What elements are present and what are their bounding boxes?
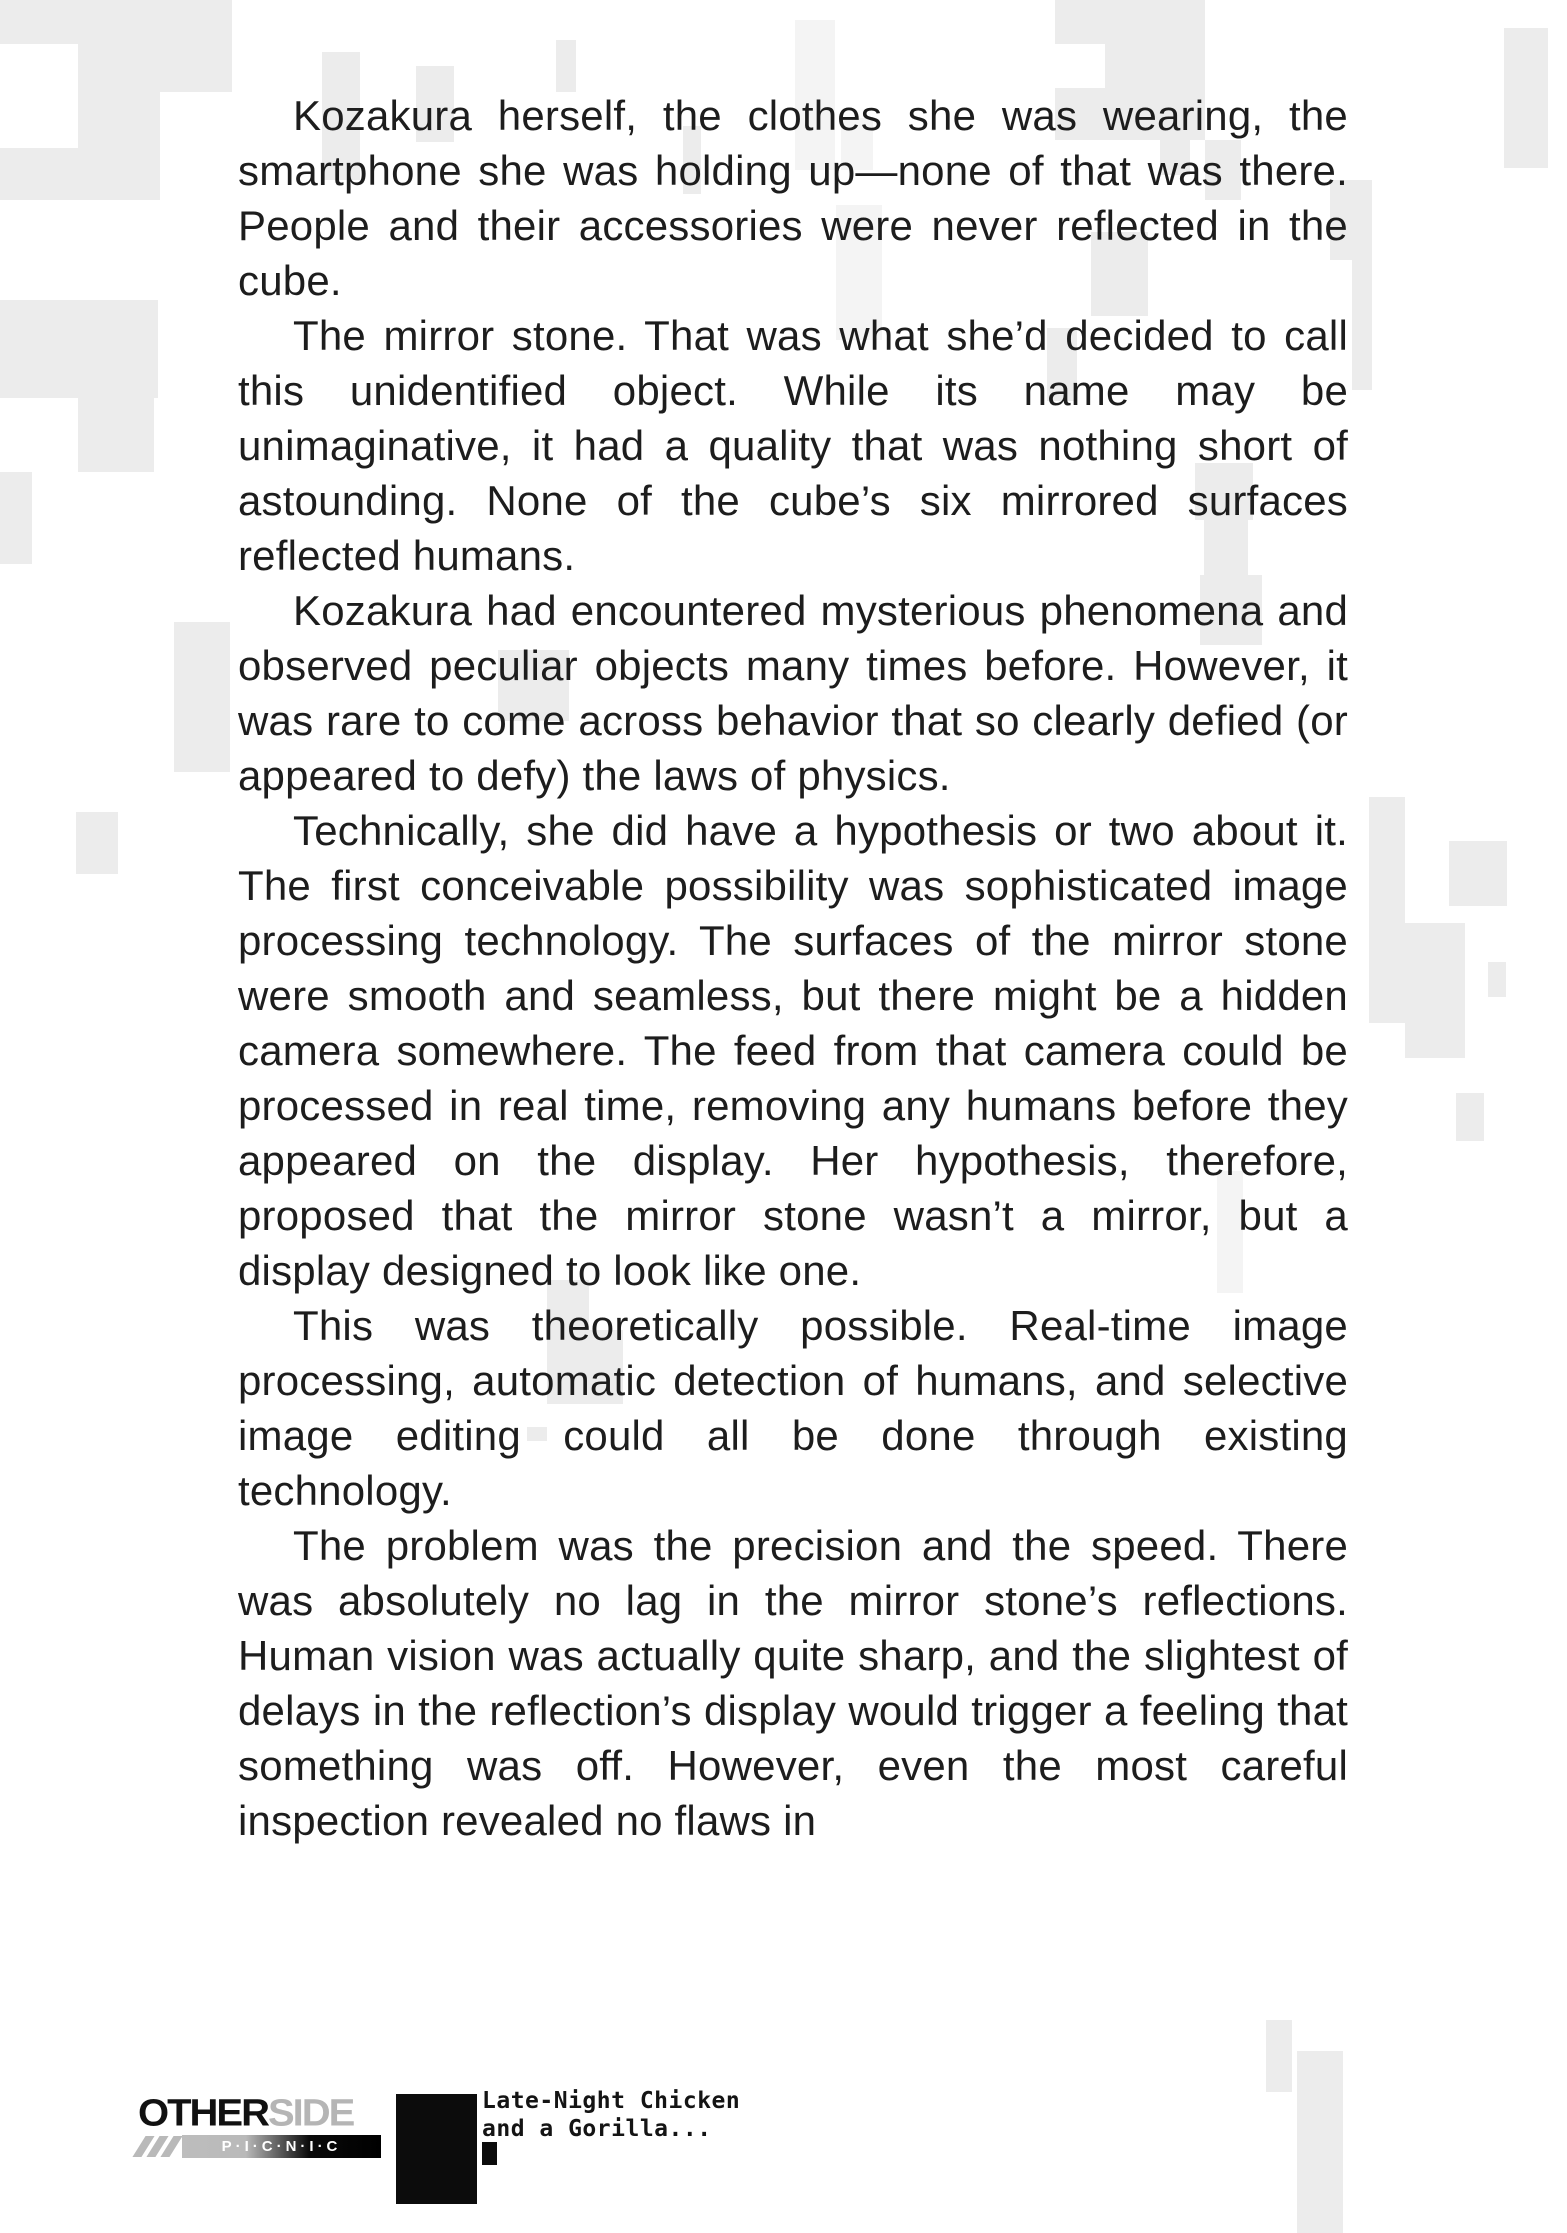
glitch-block	[1456, 1093, 1484, 1141]
glitch-block	[174, 622, 230, 772]
glitch-block	[0, 300, 158, 398]
glitch-block	[1488, 962, 1506, 997]
glitch-block	[556, 40, 576, 92]
glitch-block	[0, 0, 160, 44]
paragraph: Technically, she did have a hypothesis or two about it. The first conceivable possibility was sophisticated image processing technology. The surfaces of the mirror stone were smooth and seamless, but there might be a hidden camera somewhere. The feed from that camera could be processed in real time, removing any humans before they appeared on the display. Her hypothesis, therefore, proposed that the mirror stone wasn’t a mirror, but a display designed to look like one.	[238, 807, 1348, 1294]
glitch-block	[1055, 0, 1205, 44]
glitch-block	[160, 0, 232, 92]
paragraph: Kozakura herself, the clothes she was wearing, the smartphone she was holding up—none of that was there. People and their accessories were never reflected in the cube.	[238, 92, 1348, 304]
glitch-block	[1105, 44, 1205, 88]
glitch-block	[1297, 2051, 1343, 2233]
chapter-title-line2: and a Gorilla...	[482, 2116, 712, 2142]
chapter-title-line1: Late-Night Chicken	[482, 2088, 741, 2114]
paragraph: This was theoretically possible. Real-time image processing, automatic detection of humans, and selective image editing could all be done through existing technology.	[238, 1302, 1348, 1514]
glitch-block	[76, 812, 118, 874]
glitch-block	[1266, 2020, 1292, 2092]
paragraph: The problem was the precision and the speed. There was absolutely no lag in the mirror stone’s reflections. Human vision was actually quite sharp, and the slightest of delays in the reflection’s display would trigger a feeling that something was off. However, even the most careful inspection revealed no flaws in	[238, 1522, 1348, 1844]
paragraph: The mirror stone. That was what she’d decided to call this unidentified object. While its name may be unimaginative, it had a quality that was nothing short of astounding. None of the cube’s six mirrored surfaces reflected humans.	[238, 312, 1348, 579]
logo-picnic-label: P·I·C·N·I·C	[221, 2138, 342, 2155]
glitch-block	[78, 398, 154, 472]
glitch-block	[0, 472, 32, 564]
glitch-block	[1352, 260, 1372, 390]
body-text	[238, 88, 1348, 1848]
glitch-block	[78, 44, 160, 200]
logo-word-side: SIDE	[268, 2092, 354, 2134]
logo-word-other: OTHER	[138, 2092, 268, 2134]
glitch-block	[0, 148, 78, 200]
paragraph: Kozakura had encountered mysterious phenomena and observed peculiar objects many times before. However, it was rare to come across behavior that so clearly defied (or appeared to defy) the laws of physics.	[238, 587, 1348, 799]
glitch-block	[1449, 841, 1507, 906]
glitch-block	[1504, 28, 1548, 168]
glitch-block	[1405, 923, 1465, 1058]
glitch-block	[1369, 797, 1405, 1023]
